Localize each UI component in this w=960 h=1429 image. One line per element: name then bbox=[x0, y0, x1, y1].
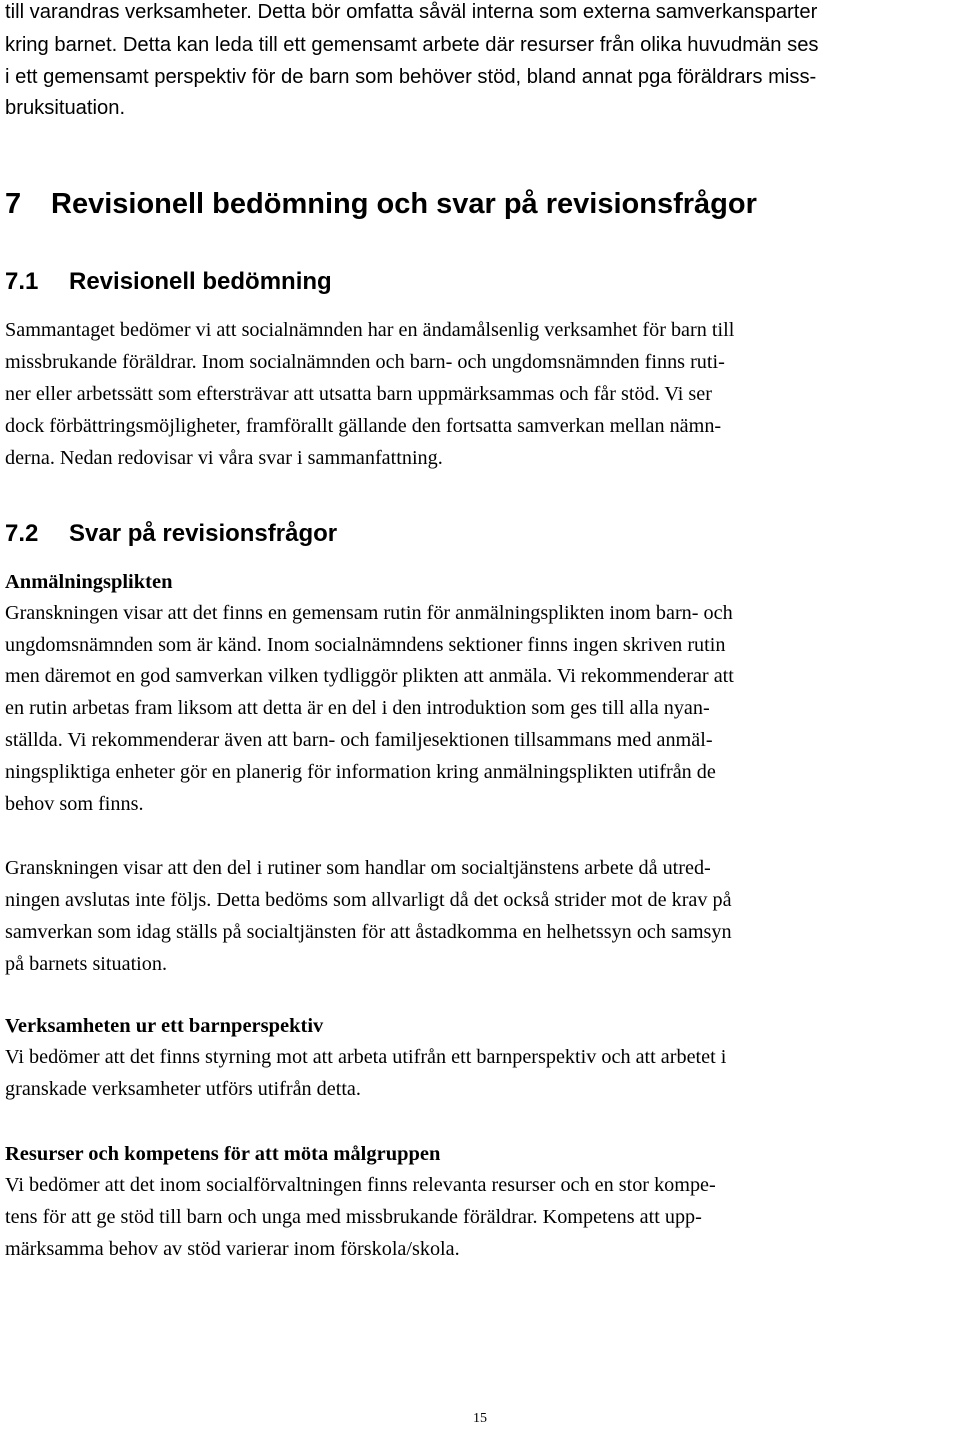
text-line: behov som finns. bbox=[5, 793, 144, 815]
section-number: 7 bbox=[5, 188, 22, 220]
text-line: Sammantaget bedömer vi att socialnämnden har en ändamålsenlig verksamhet för barn till bbox=[5, 319, 735, 341]
section-number: 7.1 bbox=[5, 268, 39, 295]
subheading-barnperspektiv: Verksamheten ur ett barnperspektiv bbox=[5, 1015, 324, 1037]
text-line: i ett gemensamt perspektiv för de barn som behöver stöd, bland annat pga föräldrars miss- bbox=[5, 66, 817, 88]
section-number: 7.2 bbox=[5, 520, 39, 547]
text-line: men däremot en god samverkan vilken tydliggör plikten att anmäla. Vi rekommenderar att bbox=[5, 665, 734, 687]
section-title: Revisionell bedömning och svar på revisionsfrågor bbox=[51, 188, 757, 220]
subheading-resurser: Resurser och kompetens för att möta målgruppen bbox=[5, 1143, 441, 1165]
text-line: Vi bedömer att det inom socialförvaltningen finns relevanta resurser och en stor kompe- bbox=[5, 1174, 716, 1196]
text-line: tens för att ge stöd till barn och unga med missbrukande föräldrar. Kompetens att upp- bbox=[5, 1206, 702, 1228]
text-line: dock förbättringsmöjligheter, framförallt gällande den fortsatta samverkan mellan nämn- bbox=[5, 415, 722, 437]
section-title: Svar på revisionsfrågor bbox=[69, 520, 338, 547]
page-number: 15 bbox=[473, 1411, 487, 1426]
text-line: Granskningen visar att det finns en gemensam rutin för anmälningsplikten inom barn- och bbox=[5, 602, 733, 624]
section-7-heading bbox=[5, 186, 757, 222]
section-7-1-heading bbox=[5, 267, 332, 297]
text-line: kring barnet. Detta kan leda till ett gemensamt arbete där resurser från olika huvudmän ses bbox=[5, 34, 819, 56]
text-line: till varandras verksamheter. Detta bör omfatta såväl interna som externa samverkansparter bbox=[5, 1, 818, 23]
text-line: granskade verksamheter utförs utifrån detta. bbox=[5, 1078, 361, 1100]
text-line: bruksituation. bbox=[5, 97, 126, 119]
text-line: på barnets situation. bbox=[5, 953, 168, 975]
subheading-anmalningsplikten: Anmälningsplikten bbox=[5, 571, 173, 593]
text-line: ningen avslutas inte följs. Detta bedöms som allvarligt då det också strider mot de krav på bbox=[5, 889, 732, 911]
text-line: Granskningen visar att den del i rutiner som handlar om socialtjänstens arbete då utred- bbox=[5, 857, 711, 879]
text-line: derna. Nedan redovisar vi våra svar i sammanfattning. bbox=[5, 447, 443, 469]
text-line: ningspliktiga enheter gör en planerig för information kring anmälningsplikten utifrån de bbox=[5, 761, 716, 783]
text-line: samverkan som idag ställs på socialtjänsten för att åstadkomma en helhetssyn och samsyn bbox=[5, 921, 732, 943]
text-line: en rutin arbetas fram liksom att detta är en del i den introduktion som ges till alla nyan- bbox=[5, 697, 710, 719]
text-line: missbrukande föräldrar. Inom socialnämnden och barn- och ungdomsnämnden finns ruti- bbox=[5, 351, 725, 373]
section-7-2-heading bbox=[5, 519, 337, 549]
text-line: ställda. Vi rekommenderar även att barn- och familjesektionen tillsammans med anmäl- bbox=[5, 729, 713, 751]
text-line: Vi bedömer att det finns styrning mot att arbeta utifrån ett barnperspektiv och att arbetet i bbox=[5, 1046, 727, 1068]
text-line: ungdomsnämnden som är känd. Inom socialnämndens sektioner finns ingen skriven rutin bbox=[5, 634, 726, 656]
section-title: Revisionell bedömning bbox=[69, 268, 332, 295]
text-line: märksamma behov av stöd varierar inom förskola/skola. bbox=[5, 1238, 460, 1260]
text-line: ner eller arbetssätt som eftersträvar att utsatta barn uppmärksammas och får stöd. Vi ser bbox=[5, 383, 712, 405]
